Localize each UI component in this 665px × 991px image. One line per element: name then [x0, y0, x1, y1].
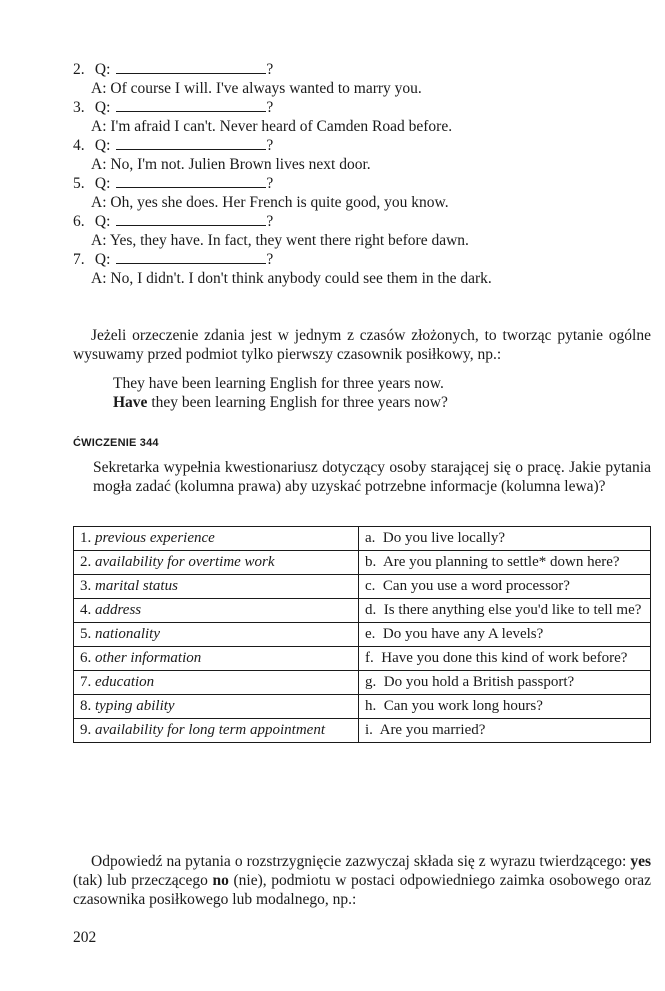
a-label: A:: [91, 270, 107, 287]
question-text: Do you have any A levels?: [382, 626, 544, 642]
row-number: 5.: [80, 626, 92, 642]
left-cell: [74, 527, 359, 551]
answer-text: No, I'm not. Julien Brown lives next door.: [110, 156, 371, 173]
right-cell: [359, 623, 651, 647]
question-mark: ?: [266, 99, 274, 116]
row-letter: d.: [365, 602, 377, 618]
row-letter: i.: [365, 722, 373, 738]
row-number: 3.: [80, 578, 92, 594]
left-cell: [74, 671, 359, 695]
example-auxiliary: Have: [113, 394, 148, 411]
closing-text: (tak) lub przeczącego: [73, 872, 213, 889]
keyword-yes: yes: [630, 853, 651, 870]
keyword-no: no: [212, 872, 229, 889]
table-row: [74, 647, 651, 671]
answer-line: [73, 231, 633, 250]
row-letter: h.: [365, 698, 377, 714]
question-line: [73, 60, 633, 79]
question-mark: ?: [266, 213, 274, 230]
question-text: Are you planning to settle* down here?: [382, 554, 620, 570]
row-number: 4.: [80, 602, 92, 618]
question-line: [73, 250, 633, 269]
question-text: Are you married?: [379, 722, 486, 738]
item-number: 6.: [73, 213, 85, 230]
a-label: A:: [91, 194, 107, 211]
info-category: previous experience: [95, 530, 215, 546]
answer-line: [73, 193, 633, 212]
a-label: A:: [91, 232, 107, 249]
question-line: [73, 212, 633, 231]
row-letter: f.: [365, 650, 374, 666]
matching-table: [73, 526, 651, 743]
table-row: [74, 719, 651, 743]
q-label: Q:: [94, 251, 111, 268]
info-category: marital status: [95, 578, 178, 594]
answer-blank[interactable]: [116, 99, 266, 112]
example-statement: They have been learning English for three years now.: [113, 375, 444, 392]
answer-line: [73, 79, 633, 98]
question-text: Can you use a word processor?: [382, 578, 570, 594]
left-cell: [74, 647, 359, 671]
q-label: Q:: [94, 99, 111, 116]
closing-text: (nie), podmiotu w postaci odpowiedniego zaimka osobowego oraz czasownika posiłkowego lub modalnego, np.:: [73, 872, 652, 908]
info-category: availability for long term appointment: [95, 722, 325, 738]
question-mark: ?: [266, 61, 274, 78]
answer-text: I'm afraid I can't. Never heard of Camden Road before.: [110, 118, 453, 135]
right-cell: [359, 719, 651, 743]
a-label: A:: [91, 118, 107, 135]
a-label: A:: [91, 80, 107, 97]
row-letter: g.: [365, 674, 377, 690]
answer-blank[interactable]: [116, 175, 266, 188]
q-label: Q:: [94, 61, 111, 78]
right-cell: [359, 695, 651, 719]
question-line: [73, 136, 633, 155]
answer-text: No, I didn't. I don't think anybody could see them in the dark.: [110, 270, 492, 287]
answer-blank[interactable]: [116, 251, 266, 264]
closing-text: Odpowiedź na pytania o rozstrzygnięcie zazwyczaj składa się z wyrazu twierdzącego:: [91, 853, 631, 870]
right-cell: [359, 575, 651, 599]
row-number: 7.: [80, 674, 92, 690]
exercise-title: ĆWICZENIE 344: [73, 437, 159, 449]
answer-blank[interactable]: [116, 61, 266, 74]
left-cell: [74, 599, 359, 623]
q-label: Q:: [94, 175, 111, 192]
answer-line: [73, 117, 633, 136]
answer-line: [73, 155, 633, 174]
table-row: [74, 695, 651, 719]
table-row: [74, 551, 651, 575]
table-row: [74, 575, 651, 599]
info-category: nationality: [95, 626, 160, 642]
answer-blank[interactable]: [116, 137, 266, 150]
left-cell: [74, 623, 359, 647]
table-row: [74, 599, 651, 623]
question-text: Have you done this kind of work before?: [381, 650, 628, 666]
right-cell: [359, 527, 651, 551]
item-number: 2.: [73, 61, 85, 78]
item-number: 5.: [73, 175, 85, 192]
q-label: Q:: [94, 213, 111, 230]
closing-paragraph: [73, 852, 651, 909]
question-line: [73, 174, 633, 193]
row-number: 2.: [80, 554, 92, 570]
left-cell: [74, 575, 359, 599]
row-number: 6.: [80, 650, 92, 666]
question-mark: ?: [266, 137, 274, 154]
row-letter: e.: [365, 626, 376, 642]
item-number: 3.: [73, 99, 85, 116]
right-cell: [359, 647, 651, 671]
answer-line: [73, 269, 633, 288]
table-row: [74, 527, 651, 551]
row-letter: c.: [365, 578, 376, 594]
q-label: Q:: [94, 137, 111, 154]
question-line: [73, 98, 633, 117]
row-number: 1.: [80, 530, 92, 546]
example-question: [113, 393, 448, 412]
row-letter: a.: [365, 530, 376, 546]
example-sentences: [73, 374, 448, 412]
table-row: [74, 671, 651, 695]
info-category: education: [95, 674, 155, 690]
info-category: typing ability: [95, 698, 175, 714]
right-cell: [359, 551, 651, 575]
a-label: A:: [91, 156, 107, 173]
item-number: 4.: [73, 137, 85, 154]
question-text: Can you work long hours?: [383, 698, 543, 714]
answer-text: Oh, yes she does. Her French is quite good, you know.: [110, 194, 449, 211]
table-row: [74, 623, 651, 647]
row-number: 9.: [80, 722, 92, 738]
right-cell: [359, 599, 651, 623]
info-category: address: [95, 602, 142, 618]
left-cell: [74, 551, 359, 575]
left-cell: [74, 719, 359, 743]
example-question-rest: they been learning English for three years now?: [147, 394, 448, 411]
question-mark: ?: [266, 251, 274, 268]
question-text: Do you hold a British passport?: [383, 674, 575, 690]
info-category: other information: [95, 650, 202, 666]
answer-text: Yes, they have. In fact, they went there right before dawn.: [109, 232, 469, 249]
page-number: 202: [73, 929, 97, 946]
row-letter: b.: [365, 554, 377, 570]
exercise-instructions: Sekretarka wypełnia kwestionariusz dotyczący osoby starającej się o pracę. Jakie pytania mogła zadać (kolumna prawa) aby uzyskać potrzebne informacje (kolumna lewa)?: [93, 459, 651, 495]
row-number: 8.: [80, 698, 92, 714]
item-number: 7.: [73, 251, 85, 268]
question-text: Do you live locally?: [382, 530, 505, 546]
grammar-rule-paragraph: Jeżeli orzeczenie zdania jest w jednym z czasów złożonych, to tworząc pytanie ogólne wysuwamy przed podmiot tylko pierwszy czasownik posiłkowy, np.:: [73, 327, 651, 363]
right-cell: [359, 671, 651, 695]
info-category: availability for overtime work: [95, 554, 275, 570]
question-text: Is there anything else you'd like to tell me?: [383, 602, 642, 618]
answer-blank[interactable]: [116, 213, 266, 226]
qa-exercise-list: [73, 60, 633, 288]
answer-text: Of course I will. I've always wanted to marry you.: [110, 80, 422, 97]
left-cell: [74, 695, 359, 719]
question-mark: ?: [266, 175, 274, 192]
